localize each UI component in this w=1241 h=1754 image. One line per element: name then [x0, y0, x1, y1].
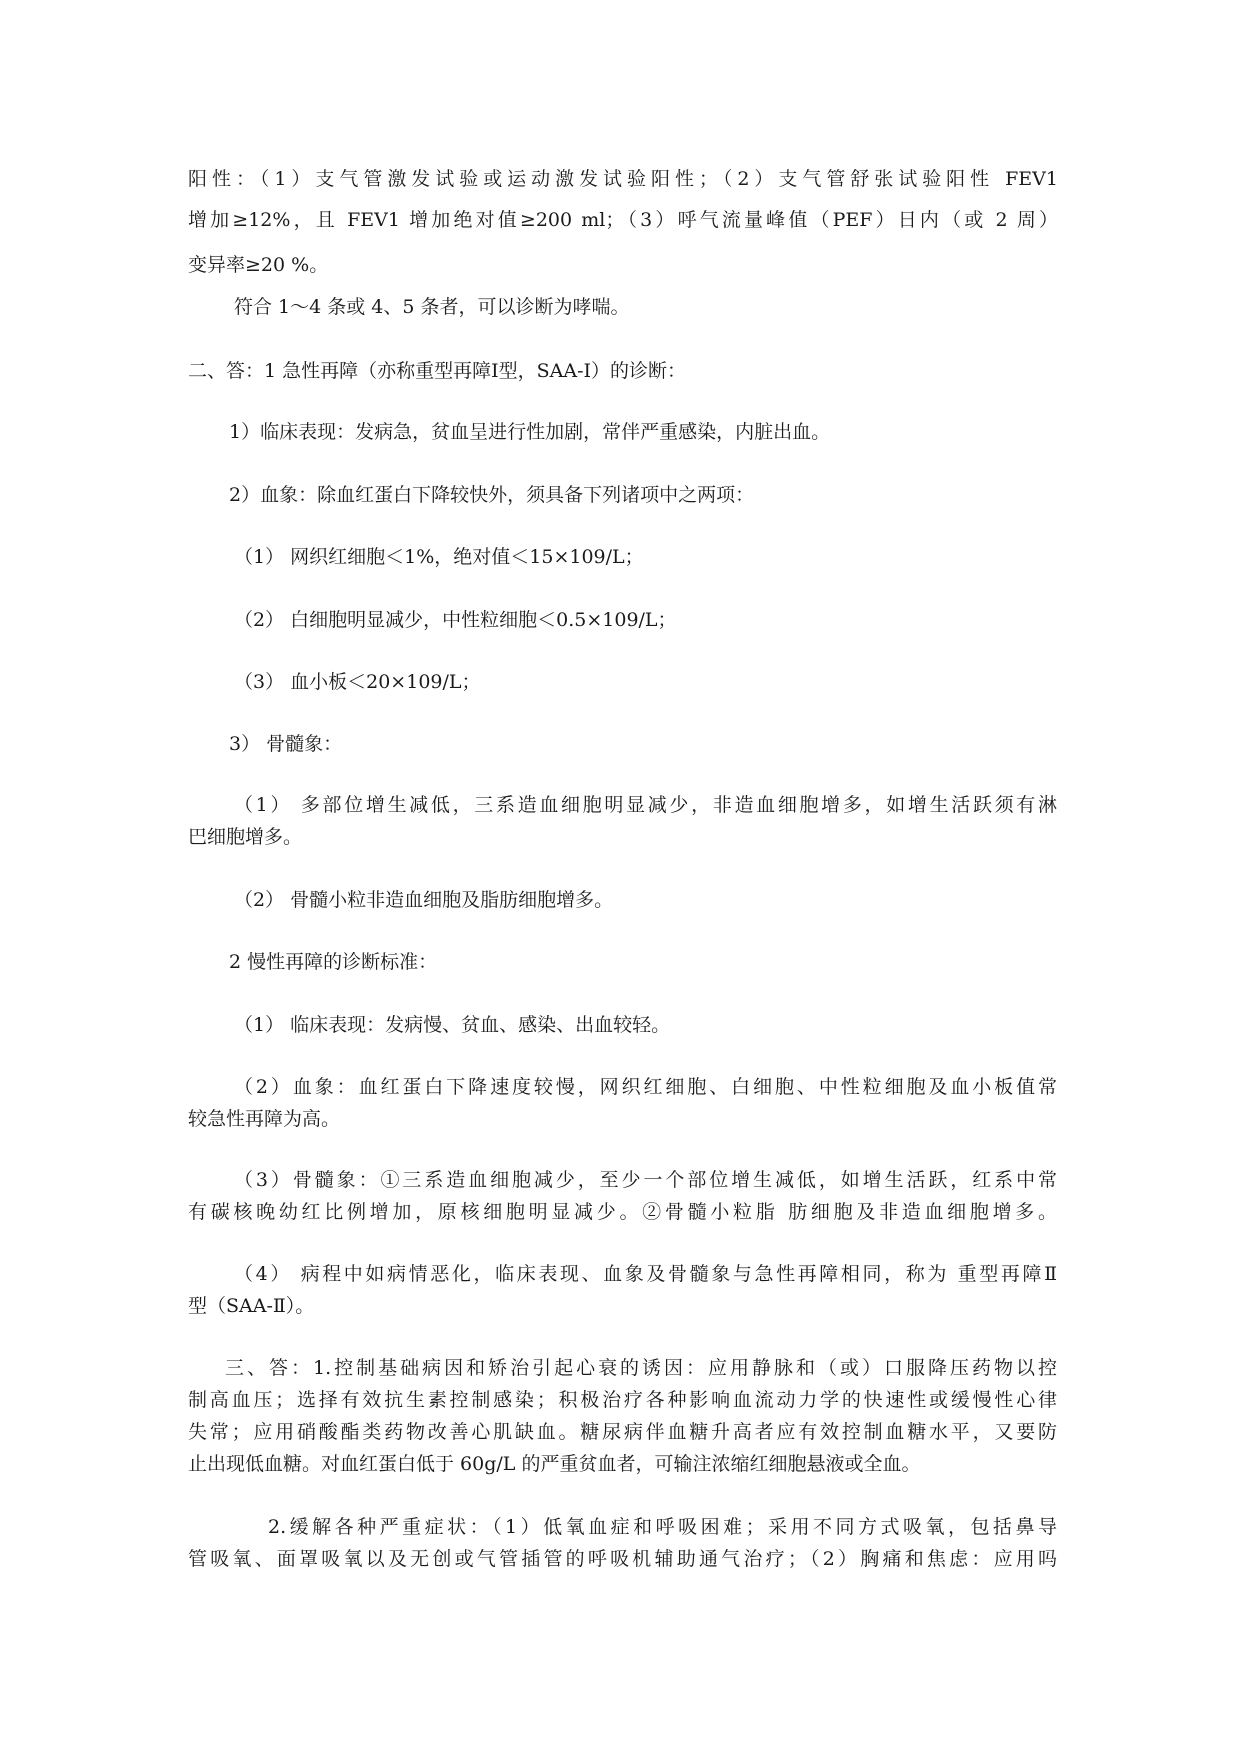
- text-line: 3） 骨髓象：: [229, 733, 343, 755]
- text-line: （1） 多部位增生减低，三系造血细胞明显减少，非造血细胞增多，如增生活跃须有淋: [234, 794, 1057, 816]
- text-line: 制高血压；选择有效抗生素控制感染；积极治疗各种影响血流动力学的快速性或缓慢性心律: [188, 1389, 1057, 1411]
- text-line: 二、答：1 急性再障（亦称重型再障Ⅰ型，SAA-Ⅰ）的诊断：: [188, 360, 687, 382]
- text-line: （2） 骨髓小粒非造血细胞及脂肪细胞增多。: [234, 889, 614, 911]
- text-line: 型（SAA-Ⅱ）。: [188, 1295, 315, 1317]
- text-line: 1）临床表现：发病急，贫血呈进行性加剧，常伴严重感染，内脏出血。: [229, 421, 831, 443]
- text-line: 2.缓解各种严重症状：（1）低氧血症和呼吸困难；采用不同方式吸氧，包括鼻导: [268, 1516, 1057, 1538]
- text-line: 较急性再障为高。: [188, 1108, 341, 1130]
- text-line: 有碳核晚幼红比例增加，原核细胞明显减少。②骨髓小粒脂 肪细胞及非造血细胞增多。: [188, 1201, 1057, 1223]
- text-line: 三、答：1.控制基础病因和矫治引起心衰的诱因：应用静脉和（或）口服降压药物以控: [225, 1357, 1057, 1379]
- text-line: （2）血象：血红蛋白下降速度较慢，网织红细胞、白细胞、中性粒细胞及血小板值常: [234, 1076, 1057, 1098]
- text-line: 巴细胞增多。: [188, 826, 303, 848]
- text-line: （3）骨髓象：①三系造血细胞减少，至少一个部位增生减低，如增生活跃，红系中常: [234, 1169, 1057, 1191]
- text-line: （1） 临床表现：发病慢、贫血、感染、出血较轻。: [234, 1014, 671, 1036]
- text-line: （2） 白细胞明显减少，中性粒细胞＜0.5×109/L；: [234, 609, 677, 631]
- text-line: 阳性：（1）支气管激发试验或运动激发试验阳性；（2）支气管舒张试验阳性 FEV1: [188, 168, 1058, 190]
- text-line: 增加≥12%，且 FEV1 增加绝对值≥200 ml；（3）呼气流量峰值（PEF）日内（或 2 周）: [188, 209, 1058, 231]
- text-line: （3） 血小板＜20×109/L；: [234, 671, 481, 693]
- text-line: 2 慢性再障的诊断标准：: [229, 951, 438, 973]
- text-line: 符合 1～4 条或 4、5 条者，可以诊断为哮喘。: [234, 296, 630, 318]
- text-line: 变异率≥20 %。: [188, 254, 329, 276]
- text-line: 失常；应用硝酸酯类药物改善心肌缺血。糖尿病伴血糖升高者应有效控制血糖水平，又要防: [188, 1421, 1057, 1443]
- text-line: （1） 网织红细胞＜1%，绝对值＜15×109/L；: [234, 546, 644, 568]
- text-line: 2）血象：除血红蛋白下降较快外，须具备下列诸项中之两项：: [229, 484, 755, 506]
- text-line: （4） 病程中如病情恶化，临床表现、血象及骨髓象与急性再障相同，称为 重型再障Ⅱ: [234, 1263, 1057, 1285]
- text-line: 止出现低血糖。对血红蛋白低于 60g/L 的严重贫血者，可输注浓缩红细胞悬液或全血。: [188, 1453, 921, 1475]
- text-line: 管吸氧、面罩吸氧以及无创或气管插管的呼吸机辅助通气治疗；（2）胸痛和焦虑：应用吗: [188, 1548, 1057, 1570]
